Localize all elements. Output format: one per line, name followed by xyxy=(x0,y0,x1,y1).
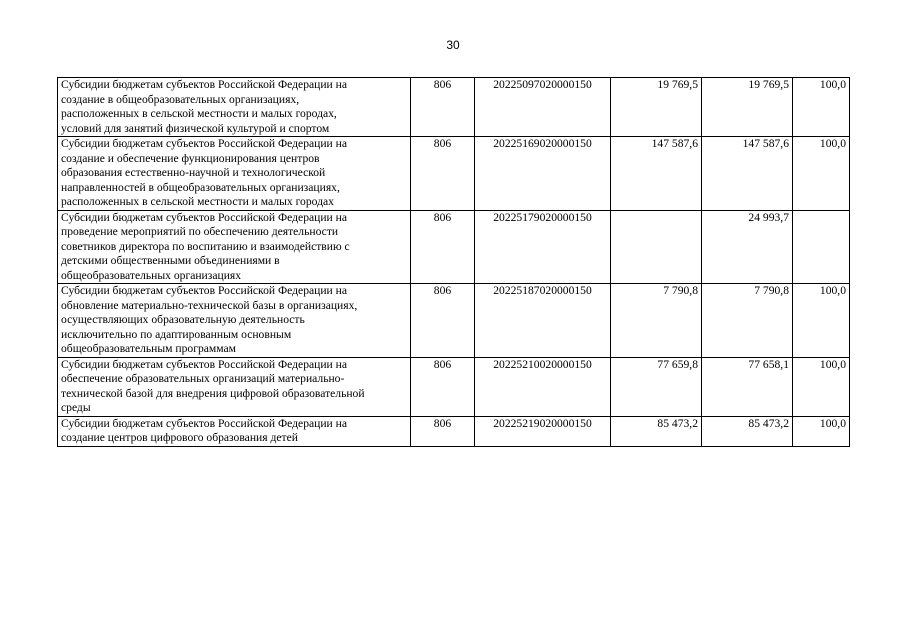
plan-amount-cell xyxy=(611,210,702,284)
fact-amount-cell: 24 993,7 xyxy=(702,210,793,284)
income-name-cell: Субсидии бюджетам субъектов Российской Федерации на обновление материально-технической базы в организациях, осуществляющих образовательную деятельность исключительно по адаптированным основным общеобразовательным программам xyxy=(58,284,411,358)
budget-table xyxy=(57,77,850,447)
admin-code-cell: 806 xyxy=(411,357,475,416)
percent-cell: 100,0 xyxy=(793,284,850,358)
admin-code-cell: 806 xyxy=(411,416,475,446)
plan-amount-cell: 77 659,8 xyxy=(611,357,702,416)
budget-code-cell: 20225187020000150 xyxy=(475,284,611,358)
budget-code-cell: 20225169020000150 xyxy=(475,137,611,211)
percent-cell: 100,0 xyxy=(793,416,850,446)
income-name-cell: Субсидии бюджетам субъектов Российской Федерации на обеспечение образовательных организаций материально- технической базой для внедрения цифровой образовательной среды xyxy=(58,357,411,416)
plan-amount-cell: 85 473,2 xyxy=(611,416,702,446)
budget-code-cell: 20225210020000150 xyxy=(475,357,611,416)
table-row xyxy=(58,210,850,284)
page-number: 30 xyxy=(446,38,460,52)
plan-amount-cell: 147 587,6 xyxy=(611,137,702,211)
fact-amount-cell: 147 587,6 xyxy=(702,137,793,211)
income-name-cell: Субсидии бюджетам субъектов Российской Федерации на создание в общеобразовательных организациях, расположенных в сельской местности и малых городах, условий для занятий физической культурой и спортом xyxy=(58,78,411,137)
plan-amount-cell: 7 790,8 xyxy=(611,284,702,358)
budget-code-cell: 20225179020000150 xyxy=(475,210,611,284)
admin-code-cell: 806 xyxy=(411,137,475,211)
percent-cell: 100,0 xyxy=(793,137,850,211)
income-name-cell: Субсидии бюджетам субъектов Российской Федерации на создание центров цифрового образования детей xyxy=(58,416,411,446)
admin-code-cell: 806 xyxy=(411,210,475,284)
table-row xyxy=(58,78,850,137)
fact-amount-cell: 7 790,8 xyxy=(702,284,793,358)
income-name-cell: Субсидии бюджетам субъектов Российской Федерации на создание и обеспечение функционирования центров образования естественно-научной и технологической направленностей в общеобразовательных организациях, расположенных в сельской местности и малых городах xyxy=(58,137,411,211)
table-row xyxy=(58,284,850,358)
fact-amount-cell: 19 769,5 xyxy=(702,78,793,137)
fact-amount-cell: 85 473,2 xyxy=(702,416,793,446)
budget-code-cell: 20225097020000150 xyxy=(475,78,611,137)
table-row xyxy=(58,416,850,446)
plan-amount-cell: 19 769,5 xyxy=(611,78,702,137)
admin-code-cell: 806 xyxy=(411,78,475,137)
percent-cell: 100,0 xyxy=(793,357,850,416)
table-row xyxy=(58,357,850,416)
admin-code-cell: 806 xyxy=(411,284,475,358)
budget-code-cell: 20225219020000150 xyxy=(475,416,611,446)
percent-cell: 100,0 xyxy=(793,78,850,137)
table-row xyxy=(58,137,850,211)
fact-amount-cell: 77 658,1 xyxy=(702,357,793,416)
income-name-cell: Субсидии бюджетам субъектов Российской Федерации на проведение мероприятий по обеспечению деятельности советников директора по воспитанию и взаимодействию с детскими общественными объединениями в общеобразовательных организациях xyxy=(58,210,411,284)
percent-cell xyxy=(793,210,850,284)
